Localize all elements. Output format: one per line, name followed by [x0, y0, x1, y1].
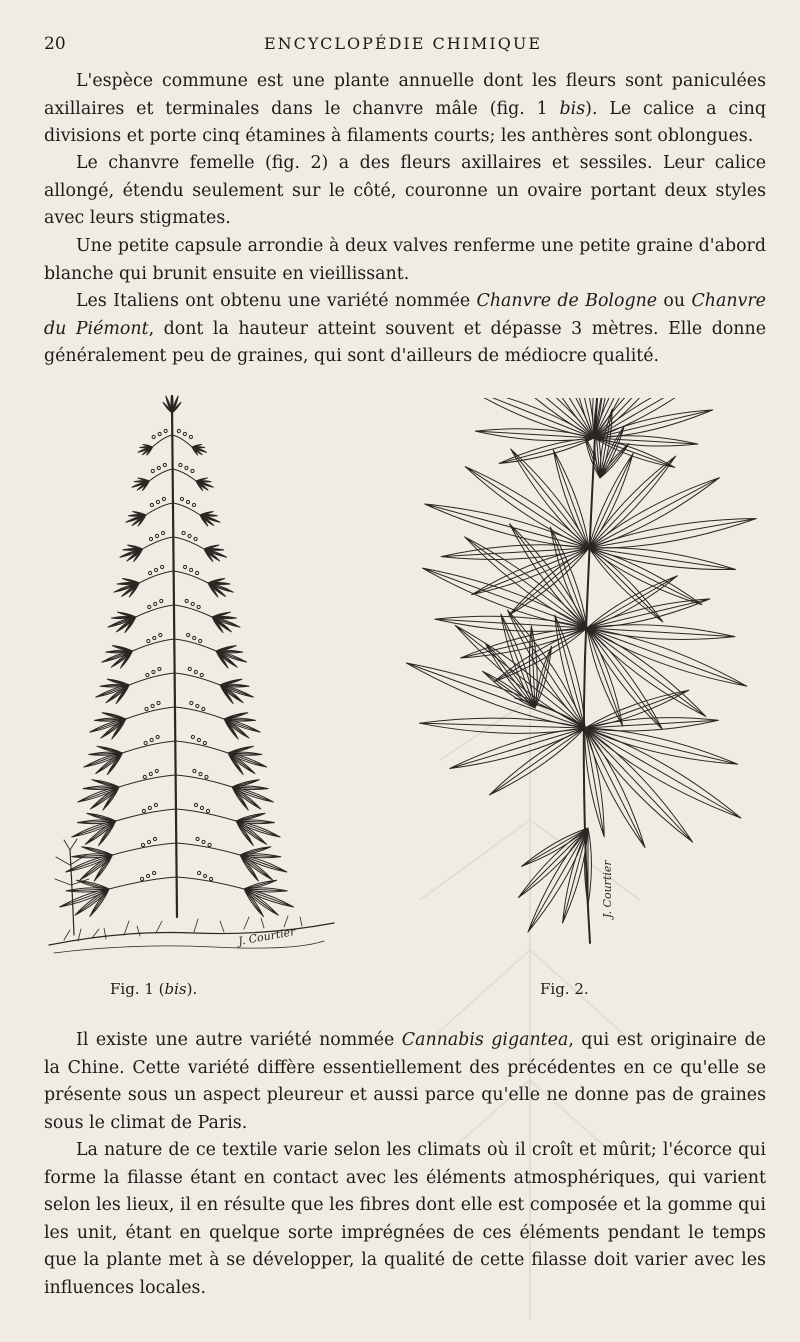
flower-bud — [150, 503, 153, 506]
flower-bud — [204, 874, 207, 877]
flower-bud — [193, 769, 196, 772]
flower-bud — [200, 806, 203, 809]
branch — [109, 877, 177, 889]
flower-bud — [144, 741, 147, 744]
flower-bud — [164, 429, 167, 432]
branch — [173, 537, 204, 549]
flower-bud — [189, 435, 192, 438]
flower-bud — [185, 466, 188, 469]
flower-bud — [196, 571, 199, 574]
flower-bud — [149, 772, 152, 775]
paragraph-5-c: , qui est originaire de la Chine. Cette variété diffère essentiellement des précédentes en ce qu'elle se présente sous un aspect pleureur et aussi parce qu'elle ne donne pas de graines sous le climat de Paris. — [44, 1030, 766, 1133]
flower-bud — [161, 565, 164, 568]
paragraph-4 — [44, 288, 766, 371]
flower-bud — [155, 568, 158, 571]
flower-bud — [208, 843, 211, 846]
flower-bud — [141, 843, 144, 846]
fig1-signature: J. Courtier — [237, 925, 297, 948]
flower-bud — [192, 503, 195, 506]
paragraph-1-end: ). Le calice a cinq divisions et porte cinq étamines à filaments courts; les anthères sont oblongues. — [44, 98, 766, 146]
branch — [175, 741, 228, 753]
flower-bud — [199, 639, 202, 642]
flower-bud — [152, 435, 155, 438]
flower-bud — [153, 636, 156, 639]
flower-bud — [160, 599, 163, 602]
flower-bud — [149, 571, 152, 574]
branch — [129, 673, 175, 685]
paragraph-1 — [44, 68, 766, 151]
flower-bud — [193, 636, 196, 639]
flower-bud — [184, 565, 187, 568]
flower-bud — [146, 874, 149, 877]
flower-bud — [197, 605, 200, 608]
flower-bud — [190, 568, 193, 571]
fig-ref-bis: bis — [559, 98, 586, 119]
flower-bud — [151, 469, 154, 472]
leaf-blade — [585, 728, 645, 847]
running-head: ENCYCLOPÉDIE CHIMIQUE — [263, 34, 543, 53]
flower-bud — [210, 877, 213, 880]
flower-bud — [163, 463, 166, 466]
flower-bud — [179, 463, 182, 466]
flower-bud — [188, 667, 191, 670]
figure-2-caption: Fig. 2. — [540, 980, 589, 998]
leaf-blade — [587, 628, 747, 686]
page-header — [44, 34, 762, 58]
variety-piemont: Chanvre du Piémont — [44, 291, 766, 339]
flower-bud — [140, 877, 143, 880]
flower-bud — [150, 738, 153, 741]
flower-bud — [158, 432, 161, 435]
flower-bud — [202, 840, 205, 843]
figure-1-caption — [110, 980, 197, 998]
paragraph-5 — [44, 1027, 766, 1137]
flower-bud — [147, 840, 150, 843]
flower-bud — [206, 809, 209, 812]
flower-bud — [198, 871, 201, 874]
paragraph-1-text: L'espèce commune est une plante annuelle dont les fleurs sont paniculées axillaires et terminales dans le chanvre mâle (fig. 1 — [44, 71, 766, 119]
branch — [175, 707, 224, 719]
branch — [176, 775, 233, 787]
flower-bud — [199, 772, 202, 775]
fig1-caption-bis: bis — [164, 980, 187, 998]
leaf-blade — [423, 568, 587, 628]
flower-bud — [190, 701, 193, 704]
paragraph-5-a: Il existe une autre variété nommée — [76, 1030, 402, 1050]
branch — [174, 571, 208, 583]
flower-bud — [202, 707, 205, 710]
flower-bud — [162, 497, 165, 500]
branch — [126, 707, 175, 719]
fig1-caption-suffix: ). — [186, 980, 198, 998]
paragraph-2: Le chanvre femelle (fig. 2) a des fleurs axillaires et sessiles. Leur calice allongé, étendu seulement sur le côté, couronne un ovaire portant deux styles avec leurs stigmates. — [44, 153, 766, 228]
flower-bud — [196, 704, 199, 707]
flower-bud — [154, 803, 157, 806]
flower-bud — [186, 500, 189, 503]
flower-bud — [145, 707, 148, 710]
flower-bud — [161, 531, 164, 534]
leaf-blade — [450, 728, 585, 768]
flower-bud — [197, 738, 200, 741]
flower-bud — [157, 466, 160, 469]
flower-bud — [142, 809, 145, 812]
branch — [174, 605, 212, 617]
fig2-signature: J. Courtier — [601, 860, 614, 918]
leaf-blade — [465, 467, 589, 548]
flower-bud — [194, 537, 197, 540]
branch — [132, 639, 174, 651]
branch — [119, 775, 176, 787]
leaf-blade — [518, 828, 588, 898]
flower-bud — [185, 599, 188, 602]
figure-2-hemp-female — [375, 398, 785, 968]
branch — [173, 469, 196, 481]
branch — [174, 639, 216, 651]
flower-bud — [148, 605, 151, 608]
flower-bud — [146, 673, 149, 676]
flower-bud — [149, 537, 152, 540]
paragraph-4-e: , dont la hauteur atteint souvent et dépasse 3 mètres. Elle donne généralement peu de graines, qui sont d'ailleurs de médiocre qualité. — [44, 318, 766, 366]
branch — [139, 571, 173, 583]
flower-bud — [151, 704, 154, 707]
flower-bud — [191, 602, 194, 605]
leaf-blade — [585, 728, 741, 818]
flower-bud — [153, 837, 156, 840]
figure-1-hemp-male — [44, 395, 344, 967]
flower-bud — [203, 741, 206, 744]
flower-bud — [156, 735, 159, 738]
flower-bud — [200, 673, 203, 676]
paragraph-3: Une petite capsule arrondie à deux valves renferme une petite graine d'abord blanche qui brunit ensuite en vieillissant. — [44, 236, 766, 284]
leaf-blade — [419, 718, 585, 733]
flower-bud — [143, 775, 146, 778]
branch — [136, 605, 174, 617]
fig1-caption-prefix: Fig. 1 ( — [110, 980, 165, 998]
branch — [175, 673, 221, 685]
flower-bud — [147, 639, 150, 642]
leaf-blade — [553, 450, 589, 548]
leaf-blade — [507, 610, 585, 728]
flower-bud — [158, 667, 161, 670]
leaf-blade — [489, 728, 585, 795]
leaf-blade — [589, 518, 756, 548]
flower-bud — [196, 837, 199, 840]
paragraph-6: La nature de ce textile varie selon les climats où il croît et mûrit; l'écorce qui forme la filasse étant en contact avec les éléments atmosphériques, qui varient selon les lieux, il en résulte que les fibres dont elle est composée et la gomme qui les unit, étant en quelque sorte imprégnées de ces éléments pendant le temps que la plante met à se développer, la qualité de cette filasse doit varier avec les influences locales. — [44, 1140, 766, 1298]
flower-bud — [180, 497, 183, 500]
flower-bud — [194, 803, 197, 806]
paragraph-4-a: Les Italiens ont obtenu une variété nommée — [76, 291, 477, 311]
branch — [149, 469, 172, 481]
flower-bud — [183, 432, 186, 435]
leaf-blade — [585, 728, 604, 837]
flower-bud — [155, 769, 158, 772]
flower-bud — [191, 735, 194, 738]
flower-bud — [194, 670, 197, 673]
flower-bud — [157, 701, 160, 704]
branch — [122, 741, 175, 753]
flower-bud — [188, 534, 191, 537]
flower-bud — [155, 534, 158, 537]
flower-bud — [156, 500, 159, 503]
leaf-blade — [511, 449, 589, 548]
leaf-blade — [589, 478, 719, 548]
flower-bud — [187, 633, 190, 636]
leaf-blade — [585, 728, 693, 842]
page-number: 20 — [44, 34, 66, 54]
flower-bud — [148, 806, 151, 809]
flower-bud — [182, 531, 185, 534]
paragraph-4-c: ou — [657, 291, 692, 311]
flower-bud — [152, 670, 155, 673]
flower-bud — [154, 602, 157, 605]
leaf-blade — [587, 576, 677, 628]
variety-bologne: Chanvre de Bologne — [476, 291, 658, 311]
flower-bud — [159, 633, 162, 636]
variety-gigantea: Cannabis gigantea — [401, 1030, 569, 1050]
flower-bud — [205, 775, 208, 778]
flower-bud — [177, 429, 180, 432]
branch — [177, 877, 245, 889]
branch — [142, 537, 173, 549]
flower-bud — [191, 469, 194, 472]
flower-bud — [152, 871, 155, 874]
leaf-blade — [494, 628, 587, 682]
